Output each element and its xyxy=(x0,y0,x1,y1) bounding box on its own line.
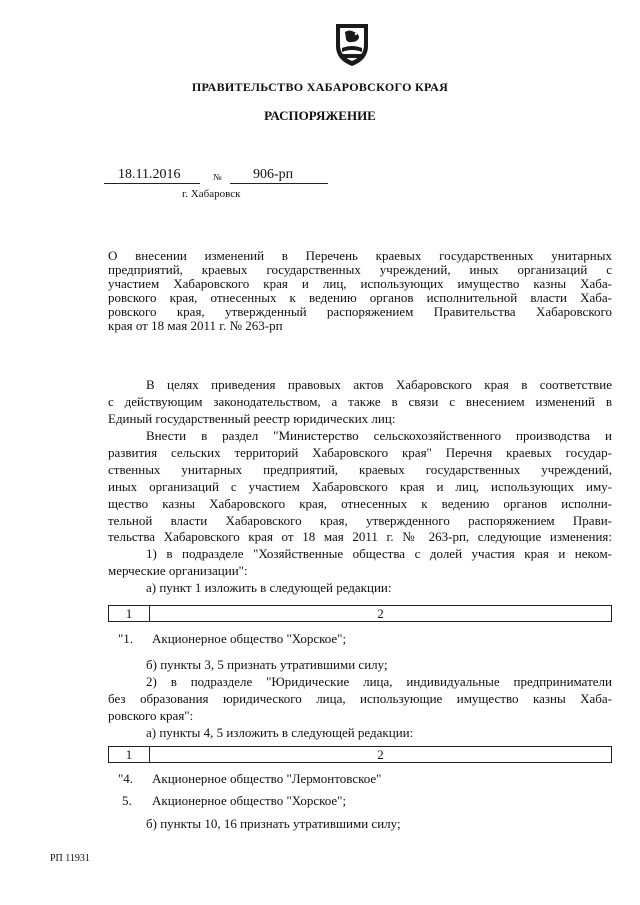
column-header-table xyxy=(108,746,612,763)
body-line: иных организаций с участием Хабаровского края и лиц, использующих иму- xyxy=(108,479,612,494)
body-line: ственных унитарных предприятий, краевых государственных учреждений, xyxy=(108,462,612,477)
coat-of-arms-emblem xyxy=(332,18,372,68)
title-line: участием Хабаровского края и лиц, использующих имущество казны Хаба- xyxy=(108,276,612,291)
closing-line: б) пункты 10, 16 признать утратившими силу; xyxy=(146,816,401,831)
list-item xyxy=(118,631,346,647)
list-item xyxy=(118,771,381,787)
body-line: развития сельских территорий Хабаровского края" Перечня краевых государ- xyxy=(108,445,612,460)
column-number-cell: 1 xyxy=(109,747,150,763)
body-line: тельства Хабаровского края от 18 мая 2011 г. № 263-рп, следующие изменения: xyxy=(108,529,612,544)
title-line: ровского края, отнесенных к ведению органов исполнительной власти Хаба- xyxy=(108,290,612,305)
document-date: 18.11.2016 xyxy=(118,167,181,182)
item-text: Акционерное общество "Хорское"; xyxy=(152,793,347,808)
number-sign: № xyxy=(213,172,222,182)
date-underline xyxy=(104,183,200,184)
body-line: ровского края": xyxy=(108,708,194,723)
organization-name: ПРАВИТЕЛЬСТВО ХАБАРОВСКОГО КРАЯ xyxy=(191,80,449,94)
item-number: 5. xyxy=(122,793,132,808)
column-number-cell: 1 xyxy=(109,606,150,622)
body-line: 1) в подразделе "Хозяйственные общества с долей участия края и неком- xyxy=(146,546,612,561)
column-number-cell: 2 xyxy=(150,747,612,763)
body-line: Внести в раздел "Министерство сельскохозяйственного производства и xyxy=(146,428,612,443)
body-line: мерческие организации": xyxy=(108,563,248,578)
body-line: В целях приведения правовых актов Хабаровского края в соответствие xyxy=(146,377,612,392)
item-number: "4. xyxy=(118,771,134,786)
item-text: Акционерное общество "Лермонтовское" xyxy=(152,771,382,786)
body-line: а) пункт 1 изложить в следующей редакции: xyxy=(146,580,392,595)
number-underline xyxy=(230,183,328,184)
item-text: Акционерное общество "Хорское"; xyxy=(152,631,347,646)
body-line: щество казны Хабаровского края, отнесенных к ведению органов исполни- xyxy=(108,496,612,511)
document-number: 906-рп xyxy=(253,167,294,182)
title-line: О внесении изменений в Перечень краевых государственных унитарных xyxy=(108,248,612,263)
item-number: "1. xyxy=(118,631,134,646)
title-line: ровского края, утвержденный распоряжением Правительства Хабаровского xyxy=(108,304,612,319)
document-type: РАСПОРЯЖЕНИЕ xyxy=(264,108,376,123)
title-line: края от 18 мая 2011 г. № 263-рп xyxy=(108,318,283,333)
document-body-continued xyxy=(108,656,612,746)
list-item xyxy=(122,793,346,809)
body-line: 2) в подразделе "Юридические лица, индивидуальные предприниматели xyxy=(146,674,612,689)
column-header-table xyxy=(108,605,612,622)
body-line: тельной власти Хабаровского края, утвержденного распоряжением Прави- xyxy=(108,513,612,528)
document-code: РП 11931 xyxy=(50,853,90,864)
body-line: с действующим законодательством, а также в связи с внесением изменений в xyxy=(108,394,612,409)
body-line: Единый государственный реестр юридических лиц: xyxy=(108,411,396,426)
body-line: б) пункты 3, 5 признать утратившими силу; xyxy=(146,657,388,672)
body-line: без образования юридического лица, использующие имущество казны Хаба- xyxy=(108,691,612,706)
body-line: а) пункты 4, 5 изложить в следующей редакции: xyxy=(146,725,414,740)
column-number-cell: 2 xyxy=(150,606,612,622)
document-title xyxy=(108,248,612,333)
document-city: г. Хабаровск xyxy=(182,188,241,200)
title-line: предприятий, краевых государственных учреждений, иных организаций с xyxy=(108,262,612,277)
